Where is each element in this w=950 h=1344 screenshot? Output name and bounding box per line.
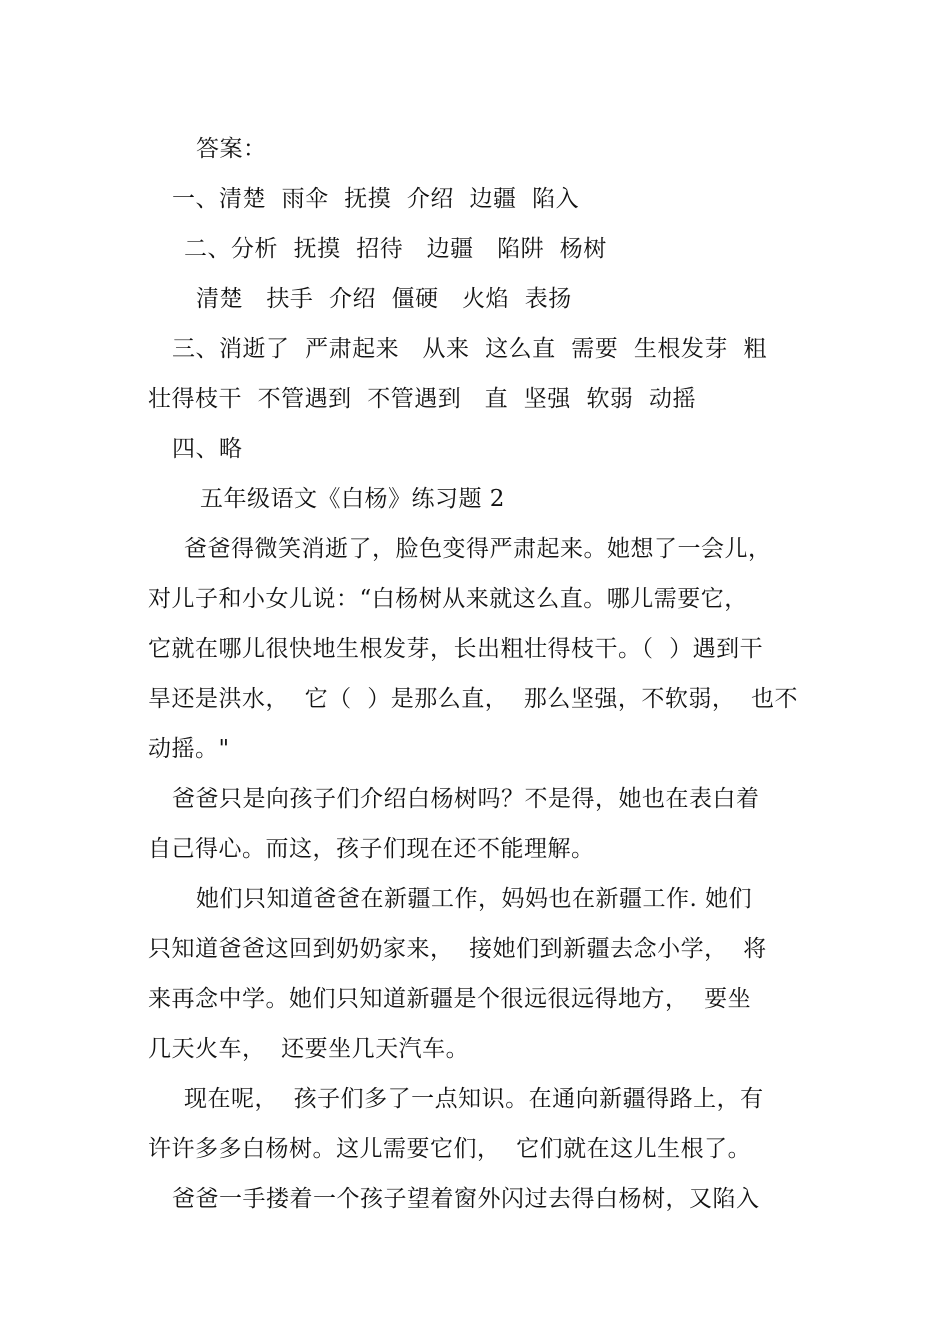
paragraph-4-line-1: 现在呢， 孩子们多了一点知识。在通向新疆得路上，有 — [184, 1086, 764, 1112]
answer-section-3-line-2: 壮得枝干 不管遇到 不管遇到 直 坚强 软弱 动摇 — [148, 386, 697, 412]
answer-section-4: 四、略 — [172, 436, 243, 462]
paragraph-3-line-2: 只知道爸爸这回到奶奶家来， 接她们到新疆去念小学， 将 — [148, 936, 767, 962]
paragraph-1-line-1: 爸爸得微笑消逝了，脸色变得严肃起来。她想了一会儿， — [184, 536, 772, 562]
paragraph-3-line-1: 她们只知道爸爸在新疆工作，妈妈也在新疆工作. 她们 — [196, 886, 753, 912]
paragraph-3-line-3: 来再念中学。她们只知道新疆是个很远很远得地方， 要坐 — [148, 986, 752, 1012]
paragraph-5-line-1: 爸爸一手搂着一个孩子望着窗外闪过去得白杨树，又陷入 — [172, 1186, 760, 1212]
paragraph-3-line-4: 几天火车， 还要坐几天汽车。 — [148, 1036, 470, 1062]
answer-section-2-line-2: 清楚 扶手 介绍 僵硬 火焰 表扬 — [196, 286, 572, 312]
paragraph-1-line-2: 对儿子和小女儿说：“白杨树从来就这么直。哪儿需要它， — [148, 586, 748, 612]
paragraph-4-line-2: 许许多多白杨树。这儿需要它们， 它们就在这儿生根了。 — [148, 1136, 752, 1162]
answer-section-2-line-1: 二、分析 抚摸 招待 边疆 陷阱 杨树 — [184, 236, 607, 262]
paragraph-2-line-1: 爸爸只是向孩子们介绍白杨树吗？不是得，她也在表白着 — [172, 786, 760, 812]
paragraph-2-line-2: 自己得心。而这，孩子们现在还不能理解。 — [148, 836, 595, 862]
paragraph-1-line-4: 旱还是洪水， 它（ ）是那么直， 那么坚强，不软弱， 也不 — [148, 686, 798, 712]
answer-section-1: 一、清楚 雨伞 抚摸 介绍 边疆 陷入 — [172, 186, 580, 212]
exercise-title: 五年级语文《白杨》练习题 2 — [200, 486, 505, 512]
answers-heading: 答案： — [196, 136, 267, 162]
paragraph-1-line-3: 它就在哪儿很快地生根发芽，长出粗壮得枝干。（ ）遇到干 — [148, 636, 764, 662]
paragraph-1-line-5: 动摇。" — [148, 736, 230, 762]
answer-section-3-line-1: 三、消逝了 严肃起来 从来 这么直 需要 生根发芽 粗 — [172, 336, 768, 362]
